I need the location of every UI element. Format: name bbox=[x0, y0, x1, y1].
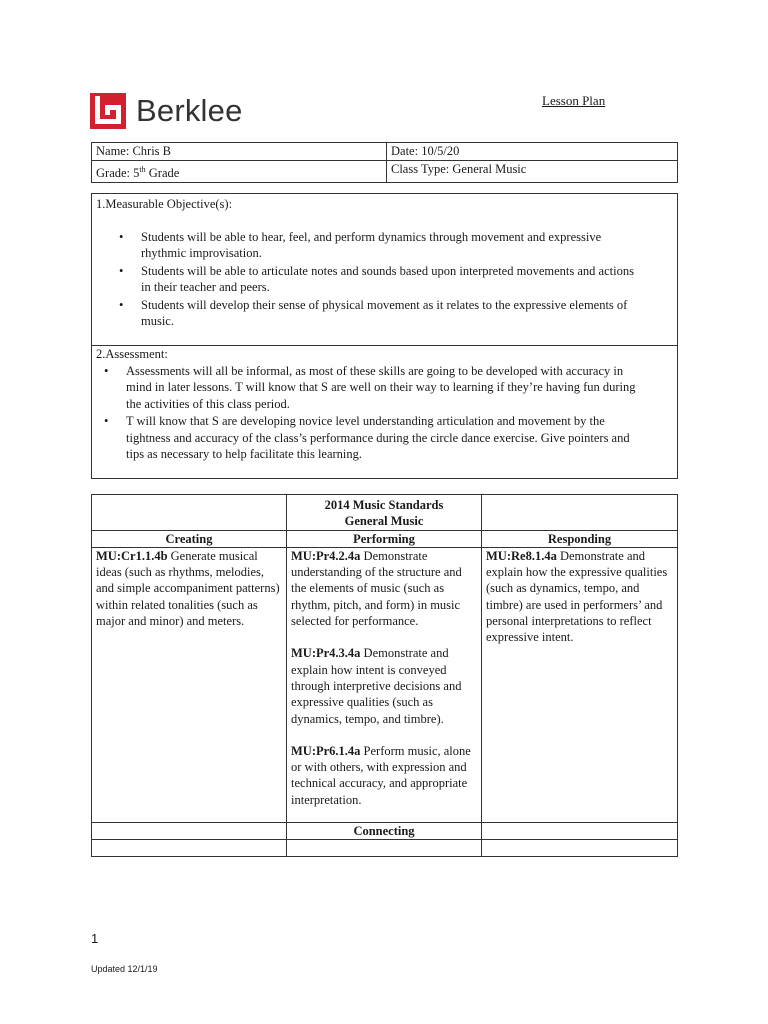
class-type-cell: Class Type: General Music bbox=[387, 161, 678, 183]
standard-item: MU:Pr6.1.4a Perform music, alone or with others, with expression and technical accuracy, and appropriate interpretation. bbox=[291, 743, 471, 807]
standards-blank-cell bbox=[92, 495, 287, 531]
date-cell: Date: 10/5/20 bbox=[387, 143, 678, 161]
assessment-section bbox=[91, 344, 678, 479]
objectives-list bbox=[92, 229, 677, 330]
name-cell: Name: Chris B bbox=[92, 143, 387, 161]
assessment-item: • T will know that S are developing novice level understanding articulation and movement by the tightness and accuracy of the class’s performance during the circle dance exercise. Give pointers and tips as necessary to help facilitate this learning. bbox=[104, 414, 630, 461]
bullet-icon: • bbox=[119, 297, 124, 312]
column-header-responding: Responding bbox=[482, 530, 678, 547]
performing-standards bbox=[287, 547, 482, 822]
standard-item: MU:Re8.1.4a Demonstrate and explain how the expressive qualities (such as dynamics, tempo, and timbre) are used in performers’ and personal interpretations to reflect expressive intent. bbox=[486, 548, 668, 645]
connecting-blank-cell bbox=[482, 822, 678, 839]
objectives-section bbox=[91, 193, 678, 346]
page-number: 1 bbox=[91, 931, 99, 946]
bullet-icon: • bbox=[119, 229, 124, 244]
bullet-icon: • bbox=[104, 414, 109, 428]
standards-blank-cell bbox=[482, 495, 678, 531]
standard-item: MU:Cr1.1.4b Generate musical ideas (such as rhythms, melodies, and simple accompaniment patterns) within related tonalities (such as major and minor) and meters. bbox=[96, 548, 280, 629]
objective-item: • Students will be able to hear, feel, and perform dynamics through movement and expressive rhythmic improvisation. bbox=[119, 229, 602, 260]
bullet-icon: • bbox=[119, 263, 124, 278]
assessment-title: 2.Assessment: bbox=[96, 347, 168, 361]
info-table bbox=[91, 142, 678, 183]
standards-table bbox=[91, 494, 678, 857]
grade-cell bbox=[92, 161, 387, 183]
assessment-item: • Assessments will all be informal, as most of these skills are going to be developed with accuracy in mind in later lessons. T will know that S are well on their way to learning if they’re having fun during the activities of this class period. bbox=[104, 363, 636, 411]
connecting-empty-cell bbox=[287, 840, 482, 857]
berklee-logo-icon bbox=[90, 93, 126, 129]
assessment-list bbox=[92, 363, 677, 463]
standard-item: MU:Pr4.3.4a Demonstrate and explain how intent is conveyed through interpretive decisions and expressive qualities (such as dynamics, tempo, and timbre). bbox=[291, 646, 462, 726]
updated-date: Updated 12/1/19 bbox=[91, 964, 158, 974]
objectives-title: 1.Measurable Objective(s): bbox=[96, 197, 233, 211]
connecting-blank-cell bbox=[92, 822, 287, 839]
logo-text: Berklee bbox=[136, 93, 243, 128]
column-header-connecting: Connecting bbox=[287, 822, 482, 839]
connecting-empty-cell bbox=[482, 840, 678, 857]
berklee-logo bbox=[90, 93, 243, 129]
responding-standards bbox=[482, 547, 678, 822]
standard-item: MU:Pr4.2.4a Demonstrate understanding of the structure and the elements of music (such as rhythm, pitch, and form) in music selected for performance. bbox=[291, 548, 462, 629]
objective-item: • Students will develop their sense of physical movement as it relates to the expressive elements of music. bbox=[119, 297, 628, 328]
document-type: Lesson Plan bbox=[542, 93, 606, 108]
objective-item: • Students will be able to articulate notes and sounds based upon interpreted movements and actions in their teacher and peers. bbox=[119, 263, 634, 294]
grade-suffix: Grade bbox=[145, 166, 180, 181]
standards-title: 2014 Music Standards General Music bbox=[287, 495, 482, 531]
creating-standards bbox=[92, 547, 287, 822]
connecting-empty-cell bbox=[92, 840, 287, 857]
column-header-performing: Performing bbox=[287, 530, 482, 547]
grade-prefix: Grade: 5 bbox=[96, 166, 140, 181]
grade-ordinal: th bbox=[139, 165, 146, 174]
bullet-icon: • bbox=[104, 363, 109, 378]
column-header-creating: Creating bbox=[92, 530, 287, 547]
